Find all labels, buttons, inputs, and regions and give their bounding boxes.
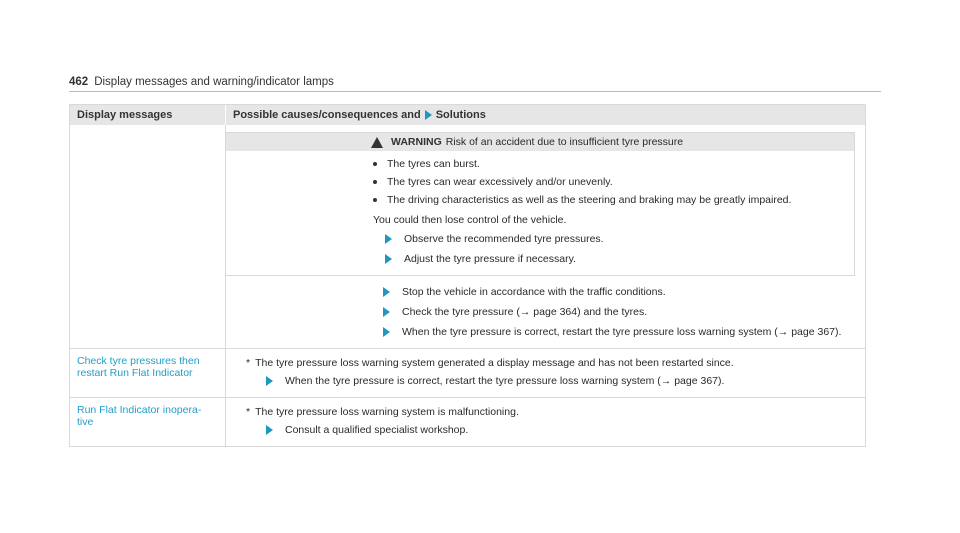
- list-item: Check the tyre pressure (→ page 364) and the tyres.: [226, 302, 865, 322]
- bullet-icon: [373, 162, 377, 166]
- message-line: Run Flat Indicator inopera-: [77, 404, 202, 416]
- arrow-right-icon: [425, 110, 432, 120]
- arrow-right-icon: [383, 327, 390, 337]
- warning-text: Risk of an accident due to insufficient tyre pressure: [445, 136, 684, 148]
- solutions-cell: [226, 398, 865, 446]
- list-item: Stop the vehicle in accordance with the traffic conditions.: [226, 282, 865, 302]
- header-divider: [69, 91, 881, 92]
- list-item: When the tyre pressure is correct, restart the tyre pressure loss warning system (→ page 367).: [232, 371, 865, 391]
- display-message-cell: [70, 349, 226, 397]
- warning-label: WARNING: [391, 136, 442, 148]
- arrow-right-icon: [383, 307, 390, 317]
- cause-text: * The tyre pressure loss warning system is malfunctioning.: [246, 406, 519, 418]
- message-line: restart Run Flat Indicator: [77, 367, 193, 379]
- solutions-cell: [226, 349, 865, 397]
- arrow-right-icon: [385, 254, 392, 264]
- list-item: When the tyre pressure is correct, restart the tyre pressure loss warning system (→ page 367).: [226, 322, 865, 342]
- table-row: [70, 125, 865, 348]
- display-message-cell: [70, 398, 226, 446]
- arrow-right-icon: [266, 376, 273, 386]
- page-header-title: Display messages and warning/indicator lamps: [94, 76, 334, 88]
- list-item: The tyres can wear excessively and/or unevenly.: [371, 173, 846, 191]
- warning-box: [225, 132, 855, 276]
- arrow-right-icon: [266, 425, 273, 435]
- col-header-causes-solutions: [226, 109, 486, 121]
- arrow-right-icon: [385, 234, 392, 244]
- warning-triangle-icon: [371, 137, 383, 148]
- list-item: Observe the recommended tyre pressures.: [371, 229, 846, 249]
- col-header-display-messages: Display messages: [70, 105, 226, 125]
- warning-header: [226, 133, 854, 151]
- table-row: [70, 348, 865, 397]
- bullet-icon: [373, 198, 377, 202]
- page-number: 462: [69, 76, 89, 88]
- warning-body: [226, 151, 854, 275]
- table-row: [70, 397, 865, 446]
- cause-text: * The tyre pressure loss warning system generated a display message and has not been restarted since.: [246, 357, 734, 369]
- warning-note: You could then lose control of the vehicle.: [373, 214, 567, 226]
- table-header: [70, 105, 865, 125]
- display-message-cell: [70, 125, 226, 348]
- list-item: The tyres can burst.: [371, 155, 846, 173]
- list-item: Adjust the tyre pressure if necessary.: [371, 249, 846, 269]
- arrow-right-icon: [383, 287, 390, 297]
- col-header-causes: Possible causes/consequences and: [233, 109, 421, 121]
- bullet-icon: [373, 180, 377, 184]
- list-item: The driving characteristics as well as the steering and braking may be greatly impaired.: [371, 191, 846, 209]
- col-header-solutions: Solutions: [435, 109, 486, 121]
- message-line: tive: [77, 416, 94, 428]
- list-item: Consult a qualified specialist workshop.: [232, 420, 865, 440]
- messages-table: [69, 104, 866, 447]
- message-line: Check tyre pressures then: [77, 355, 200, 367]
- solutions-cell: [226, 125, 865, 348]
- page-header: [69, 76, 334, 88]
